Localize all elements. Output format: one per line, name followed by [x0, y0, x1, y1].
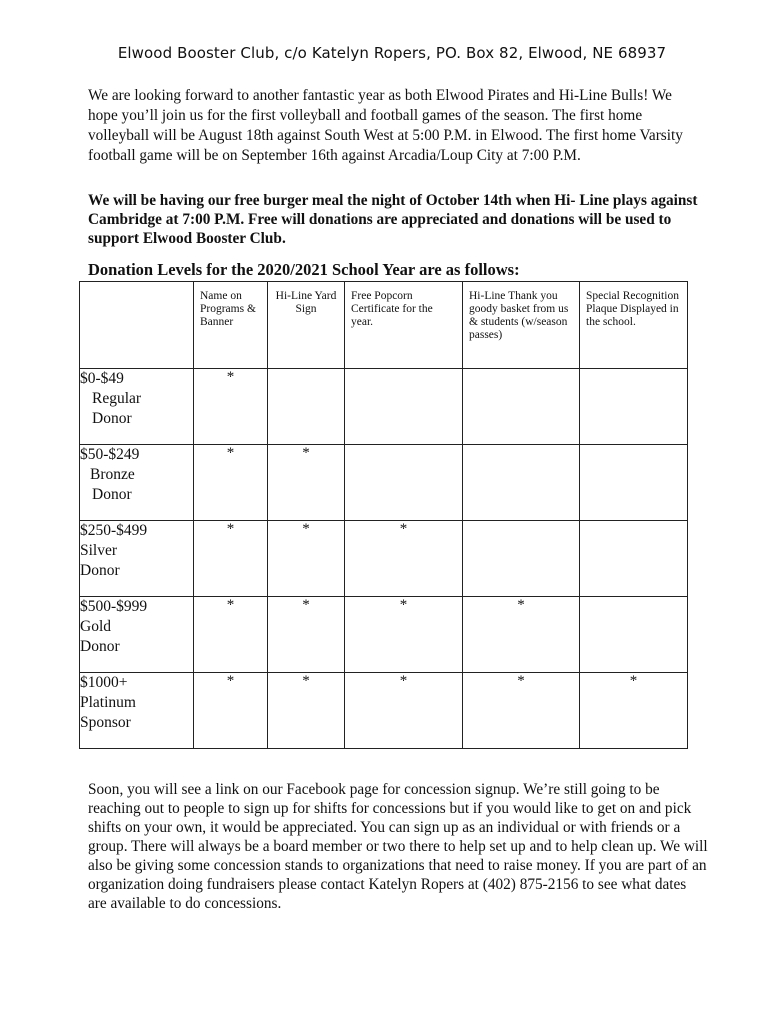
table-row — [80, 445, 688, 521]
benefit-mark: * — [194, 445, 268, 521]
level-label — [80, 445, 194, 521]
table-row — [80, 673, 688, 749]
benefit-mark: * — [345, 673, 463, 749]
header-popcorn-certificate: Free Popcorn Certificate for the year. — [345, 282, 463, 369]
letterhead-address: Elwood Booster Club, c/o Katelyn Ropers, PO. Box 82, Elwood, NE 68937 — [117, 44, 667, 62]
benefit-mark — [345, 445, 463, 521]
header-cell-empty — [80, 282, 194, 369]
benefit-mark — [580, 597, 688, 673]
level-type: Donor — [80, 638, 120, 655]
benefit-mark — [463, 521, 580, 597]
benefit-mark — [463, 445, 580, 521]
benefit-mark: * — [268, 673, 345, 749]
benefit-mark: * — [580, 673, 688, 749]
level-range: $1000+ — [80, 674, 128, 691]
level-type: Donor — [92, 410, 132, 427]
level-name: Gold — [80, 618, 111, 635]
benefit-mark: * — [268, 445, 345, 521]
benefit-mark — [580, 445, 688, 521]
benefit-mark: * — [268, 521, 345, 597]
table-row — [80, 369, 688, 445]
burger-meal-notice: We will be having our free burger meal the night of October 14th when Hi- Line plays against Cambridge at 7:00 P.M. Free will donations are appreciated and donations will be used to support Elwood Booster Club. — [88, 192, 698, 247]
donation-levels-table — [79, 281, 688, 749]
level-label — [80, 369, 194, 445]
header-yard-sign: Hi-Line Yard Sign — [268, 282, 345, 369]
benefit-mark — [463, 369, 580, 445]
concession-signup-paragraph: Soon, you will see a link on our Facebook page for concession signup. We’re still going to be reaching out to people to sign up for shifts for concessions but if you would like to get on and pick shifts on your own, it would be appreciated. You can sign up as an individual or with friends or a group. There will always be a board member or two there to help set up and to help clean up. We will also be giving some concession stands to organizations that need to raise money. If you are part of an organization doing fundraisers please contact Katelyn Ropers at (402) 875-2156 to see what dates are available to do concessions. — [88, 781, 708, 912]
table-header-row — [80, 282, 688, 369]
benefit-mark: * — [194, 673, 268, 749]
level-type: Donor — [80, 562, 120, 579]
benefit-mark: * — [345, 521, 463, 597]
level-name: Platinum — [80, 694, 136, 711]
header-recognition-plaque: Special Recognition Plaque Displayed in the school. — [580, 282, 688, 369]
level-range: $500-$999 — [80, 598, 148, 615]
benefit-mark: * — [194, 369, 268, 445]
benefit-mark: * — [463, 597, 580, 673]
header-name-on-programs: Name on Programs & Banner — [194, 282, 268, 369]
table-row — [80, 521, 688, 597]
level-type: Donor — [92, 486, 132, 503]
table-title: Donation Levels for the 2020/2021 School Year are as follows: — [88, 260, 520, 279]
level-label — [80, 673, 194, 749]
level-name: Regular — [92, 390, 142, 407]
benefit-mark: * — [194, 521, 268, 597]
benefit-mark: * — [194, 597, 268, 673]
benefit-mark — [580, 369, 688, 445]
benefit-mark: * — [345, 597, 463, 673]
level-range: $0-$49 — [80, 370, 124, 387]
benefit-mark — [345, 369, 463, 445]
level-range: $50-$249 — [80, 446, 140, 463]
level-range: $250-$499 — [80, 522, 148, 539]
level-name: Silver — [80, 542, 118, 559]
level-type: Sponsor — [80, 714, 131, 731]
table-row — [80, 597, 688, 673]
level-name: Bronze — [90, 466, 135, 483]
level-label — [80, 521, 194, 597]
level-label — [80, 597, 194, 673]
intro-paragraph-2: volleyball will be August 18th against South West at 5:00 P.M. in Elwood. The first home Varsity football game will be on September 16th against Arcadia/Loup City at 7:00 P.M. — [88, 127, 683, 164]
benefit-mark — [268, 369, 345, 445]
benefit-mark: * — [268, 597, 345, 673]
benefit-mark: * — [463, 673, 580, 749]
header-goody-basket: Hi-Line Thank you goody basket from us & students (w/season passes) — [463, 282, 580, 369]
benefit-mark — [580, 521, 688, 597]
intro-paragraph-1: We are looking forward to another fantastic year as both Elwood Pirates and Hi-Line Bulls! We hope you’ll join us for the first volleyball and football games of the season. The first home — [88, 87, 672, 124]
